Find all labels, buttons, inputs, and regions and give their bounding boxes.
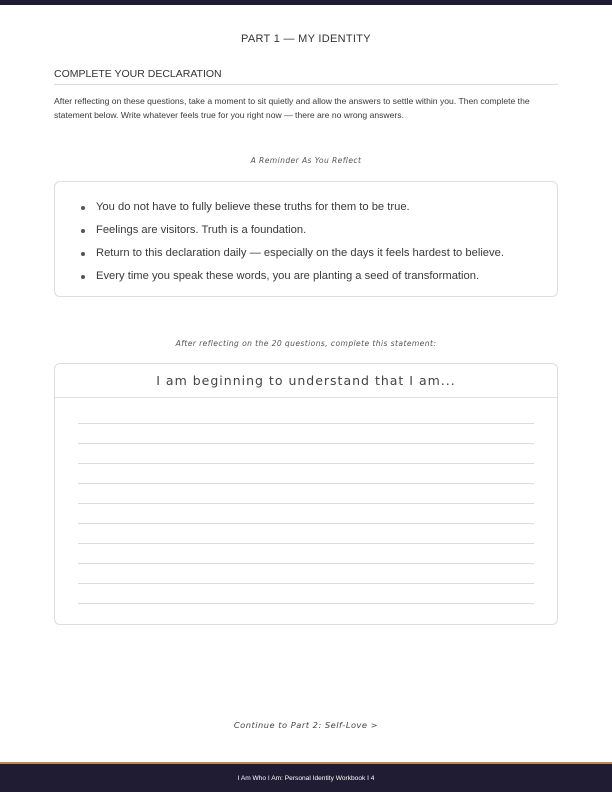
answer-line[interactable]	[78, 583, 534, 584]
answer-line[interactable]	[78, 523, 534, 524]
answer-line[interactable]	[78, 483, 534, 484]
part-title: PART 1 — MY IDENTITY	[241, 33, 371, 45]
answer-line[interactable]	[78, 503, 534, 504]
footer-text: I Am Who I Am: Personal Identity Workbook I 4	[237, 775, 375, 782]
reminder-item-text: You do not have to fully believe these truths for them to be true.	[96, 201, 410, 213]
bullet-icon	[81, 229, 85, 233]
answer-line[interactable]	[78, 563, 534, 564]
bullet-icon	[81, 206, 85, 210]
reminder-item	[81, 219, 504, 242]
top-bar	[0, 0, 612, 5]
reminder-item	[81, 265, 504, 288]
answer-line[interactable]	[78, 463, 534, 464]
reminder-item-text: Every time you speak these words, you are planting a seed of transformation.	[96, 270, 480, 282]
footer	[0, 762, 612, 792]
reminder-item	[81, 196, 504, 219]
reminder-item	[81, 242, 504, 265]
reminder-box	[54, 181, 558, 297]
section-heading: COMPLETE YOUR DECLARATION	[54, 68, 558, 85]
statement-box	[54, 363, 558, 625]
answer-line[interactable]	[78, 423, 534, 424]
intro-paragraph: After reflecting on these questions, take a moment to sit quietly and allow the answers to settle within you. Then complete the statement below. Write whatever feels true for you right now — there are no wrong answers.	[54, 96, 530, 120]
reminder-item-text: Feelings are visitors. Truth is a foundation.	[96, 224, 307, 236]
reminder-caption: A Reminder As You Reflect	[250, 156, 362, 165]
reminder-list	[81, 196, 504, 288]
continue-link[interactable]: Continue to Part 2: Self-Love >	[233, 720, 379, 730]
statement-caption: After reflecting on the 20 questions, complete this statement:	[175, 339, 437, 348]
answer-line[interactable]	[78, 543, 534, 544]
bullet-icon	[81, 252, 85, 256]
answer-line[interactable]	[78, 443, 534, 444]
statement-prompt: I am beginning to understand that I am...	[55, 364, 557, 398]
bullet-icon	[81, 275, 85, 279]
reminder-item-text: Return to this declaration daily — especially on the days it feels hardest to believe.	[96, 247, 504, 259]
answer-line[interactable]	[78, 603, 534, 604]
